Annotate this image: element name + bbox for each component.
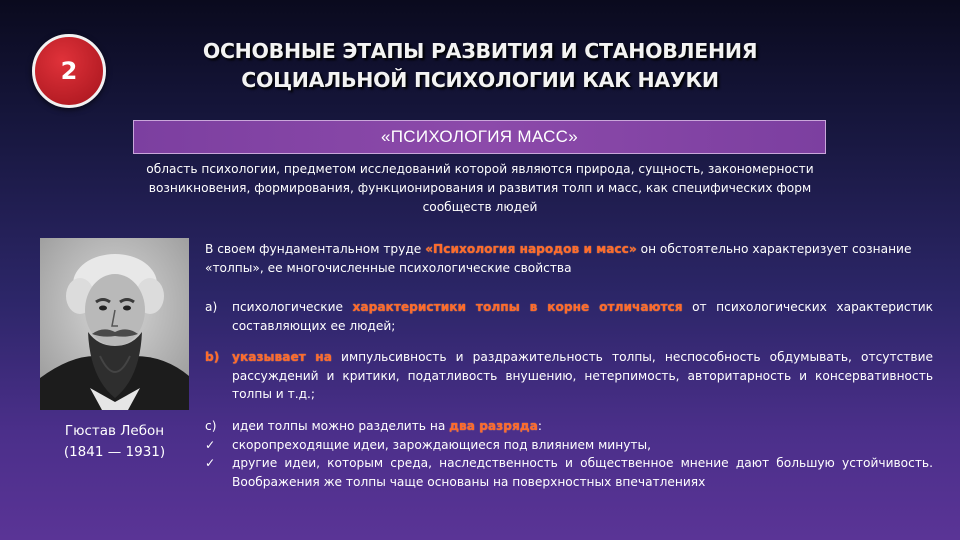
item-a [205, 298, 933, 335]
item-a-marker: а) [205, 300, 218, 314]
portrait-drawing [40, 238, 189, 410]
topic-banner-text: «ПСИХОЛОГИЯ МАСС» [380, 127, 578, 146]
item-c [205, 417, 933, 491]
intro-after: он обстоятельно характеризует сознание «толпы», ее многочисленные психологические свойства [205, 242, 912, 275]
portrait-name: Гюстав Лебон [64, 423, 165, 439]
portrait-caption [40, 421, 189, 463]
slide-number-badge [32, 34, 106, 108]
item-a-highlight: характеристики толпы в корне отличаются [352, 300, 683, 314]
lebon-portrait-photo [40, 238, 189, 410]
intro-before: В своем фундаментальном труде [205, 242, 426, 256]
title-line-2: СОЦИАЛЬНОЙ ПСИХОЛОГИИ КАК НАУКИ [241, 68, 719, 92]
item-a-text [232, 298, 933, 335]
item-b-highlight: указывает на [232, 350, 332, 364]
definition-text: область психологии, предметом исследований которой являются природа, сущность, закономерности возникновения, формирования, функционирования и развития толп и масс, как специфических форм сообществ людей [146, 162, 814, 214]
item-b-text [232, 348, 933, 404]
item-c-before: идеи толпы можно разделить на [232, 419, 450, 433]
item-a-after: от психологических характеристик составляющих ее людей; [232, 300, 933, 333]
item-a-before: психологические [232, 300, 353, 314]
slide-title [150, 37, 810, 95]
title-line-1: ОСНОВНЫЕ ЭТАПЫ РАЗВИТИЯ И СТАНОВЛЕНИЯ [202, 39, 758, 63]
check-icon-2: ✓ [205, 456, 216, 470]
portrait-years: (1841 — 1931) [63, 444, 166, 460]
intro-book-title: «Психология народов и масс» [425, 242, 637, 256]
intro-paragraph [205, 240, 933, 277]
check-icon-1: ✓ [205, 437, 216, 452]
slide-number: 2 [60, 57, 78, 85]
item-c-check-1: скоропреходящие идеи, зарождающиеся под влиянием минуты, [232, 437, 652, 452]
topic-banner [133, 120, 826, 154]
item-c-text [232, 417, 933, 436]
item-b-after: импульсивность и раздражительность толпы, неспособность обдумывать, отсутствие рассуждений и критики, податливость внушению, нетерпимость, авторитарность и консервативность толпы и т.д.; [232, 350, 933, 401]
item-c-after: : [537, 419, 542, 433]
item-c-marker: с) [205, 419, 217, 433]
item-b [205, 348, 933, 404]
item-c-highlight: два разряда [449, 419, 538, 433]
item-c-check-2: другие идеи, которым среда, наследственность и общественное мнение дают большую устойчивость. Воображения же толпы чаще основаны на поверхностных впечатлениях [232, 456, 933, 489]
item-b-marker: b) [205, 350, 220, 364]
